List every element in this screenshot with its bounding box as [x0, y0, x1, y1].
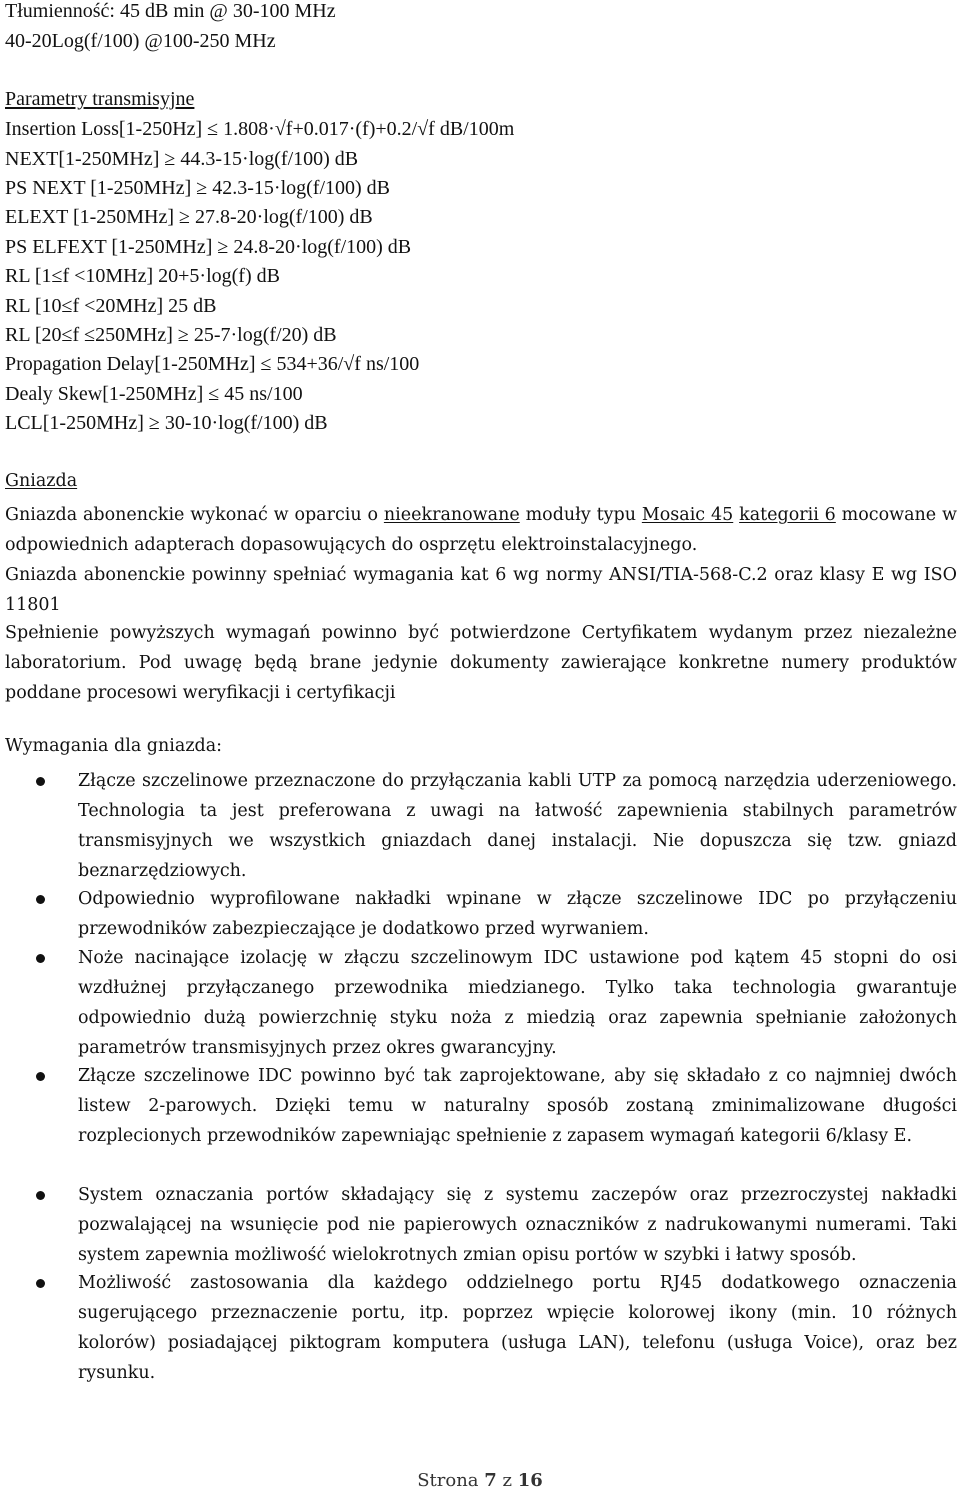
text-run: moduły typu	[519, 505, 642, 525]
bullet-icon	[36, 954, 45, 963]
unshielded-term: nieekranowane	[383, 505, 520, 525]
param-line: LCL[1-250MHz] ≥ 30-10·log(f/100) dB	[5, 412, 328, 434]
sockets-paragraph-1	[5, 500, 957, 560]
param-line: Insertion Loss[1-250Hz] ≤ 1.808·√f+0.017·(f)+0.2/√f dB/100m	[5, 118, 515, 140]
param-line: RL [10≤f <20MHz] 25 dB	[5, 295, 217, 317]
requirement-item: System oznaczania portów składający się z systemu zaczepów oraz przezroczystej nakładki pozwalającej na wsunięcie pod nie papierowych oznaczników z nadrukowanymi numerami. Taki system zapewnia możliwość wielokrotnych zmian opisu portów w szybki i łatwy sposób.	[78, 1185, 957, 1265]
param-line: RL [1≤f <10MHz] 20+5·log(f) dB	[5, 265, 280, 287]
bullet-icon	[36, 895, 45, 904]
current-page-number: 7	[484, 1470, 497, 1491]
param-line: Dealy Skew[1-250MHz] ≤ 45 ns/100	[5, 383, 303, 405]
total-pages-number: 16	[517, 1470, 543, 1491]
attenuation-line-2: 40-20Log(f/100) @100-250 MHz	[5, 30, 276, 52]
param-line: PS ELFEXT [1-250MHz] ≥ 24.8-20·log(f/100) dB	[5, 236, 412, 258]
requirement-item: Złącze szczelinowe IDC powinno być tak zaprojektowane, aby się składało z co najmniej dwóch listew 2-parowych. Dzięki temu w naturalny sposób zostaną zminimalizowane długości rozplecionych przewodników zapewniając spełnienie z zapasem wymagań kategorii 6/klasy E.	[78, 1066, 957, 1146]
footer-prefix: Strona	[417, 1470, 485, 1491]
sockets-heading: Gniazda	[5, 471, 78, 491]
bullet-icon	[36, 777, 45, 786]
bullet-icon	[36, 1279, 45, 1288]
attenuation-line-1: Tłumienność: 45 dB min @ 30-100 MHz	[5, 0, 336, 22]
params-heading: Parametry transmisyjne	[5, 88, 195, 110]
param-line: Propagation Delay[1-250MHz] ≤ 534+36/√f ns/100	[5, 353, 420, 375]
text-run: mocowane w odpowiednich adapterach dopasowujących do osprzętu elektroinstalacyjnego.	[5, 505, 957, 555]
page-footer	[0, 1470, 960, 1491]
sockets-paragraph-3: Spełnienie powyższych wymagań powinno być potwierdzone Certyfikatem wydanym przez niezależne laboratorium. Pod uwagę będą brane jedynie dokumenty zawierające konkretne numery produktów poddane procesowi weryfikacji i certyfikacji	[5, 623, 957, 703]
bullet-icon	[36, 1072, 45, 1081]
bullet-icon	[36, 1191, 45, 1200]
sockets-paragraph-2: Gniazda abonenckie powinny spełniać wymagania kat 6 wg normy ANSI/TIA-568-C.2 oraz klasy E wg ISO 11801	[5, 565, 957, 615]
footer-separator: z	[496, 1470, 518, 1491]
requirement-item: Złącze szczelinowe przeznaczone do przyłączania kabli UTP za pomocą narzędzia uderzeniowego. Technologia ta jest preferowana z uwagi na łatwość zapewnienia stabilnych parametrów transmisyjnych we wszystkich gniazdach danej instalacji. Nie dopuszcza się tzw. gniazd beznarzędziowych.	[78, 771, 957, 881]
param-line: RL [20≤f ≤250MHz] ≥ 25-7·log(f/20) dB	[5, 324, 337, 346]
param-line: ELEXT [1-250MHz] ≥ 27.8-20·log(f/100) dB	[5, 206, 373, 228]
category-term: kategorii 6	[739, 505, 836, 525]
text-run: Gniazda abonenckie wykonać w oparciu o	[5, 505, 384, 525]
requirement-item: Możliwość zastosowania dla każdego oddzielnego portu RJ45 dodatkowego oznaczenia sugerującego przeznaczenie portu, itp. poprzez wpięcie kolorowej ikony (min. 10 różnych kolorów) posiadającej piktogram komputera (usługa LAN), telefonu (usługa Voice), oraz bez rysunku.	[78, 1273, 957, 1383]
requirement-item: Odpowiednio wyprofilowane nakładki wpinane w złącze szczelinowe IDC po przyłączeniu przewodników zabezpieczające je dodatkowo przed wyrwaniem.	[78, 889, 957, 939]
param-line: PS NEXT [1-250MHz] ≥ 42.3-15·log(f/100) dB	[5, 177, 391, 199]
module-type-term: Mosaic 45	[641, 505, 734, 525]
requirement-item: Noże nacinające izolację w złączu szczelinowym IDC ustawione pod kątem 45 stopni do osi wzdłużnej przyłączanego przewodnika miedzianego. Tylko taka technologia gwarantuje odpowiednio dużą powierzchnię styku noża z miedzią oraz zapewnia spełnianie założonych parametrów transmisyjnych przez okres gwarancyjny.	[78, 948, 957, 1058]
requirements-heading: Wymagania dla gniazda:	[5, 736, 223, 756]
param-line: NEXT[1-250MHz] ≥ 44.3-15·log(f/100) dB	[5, 148, 359, 170]
